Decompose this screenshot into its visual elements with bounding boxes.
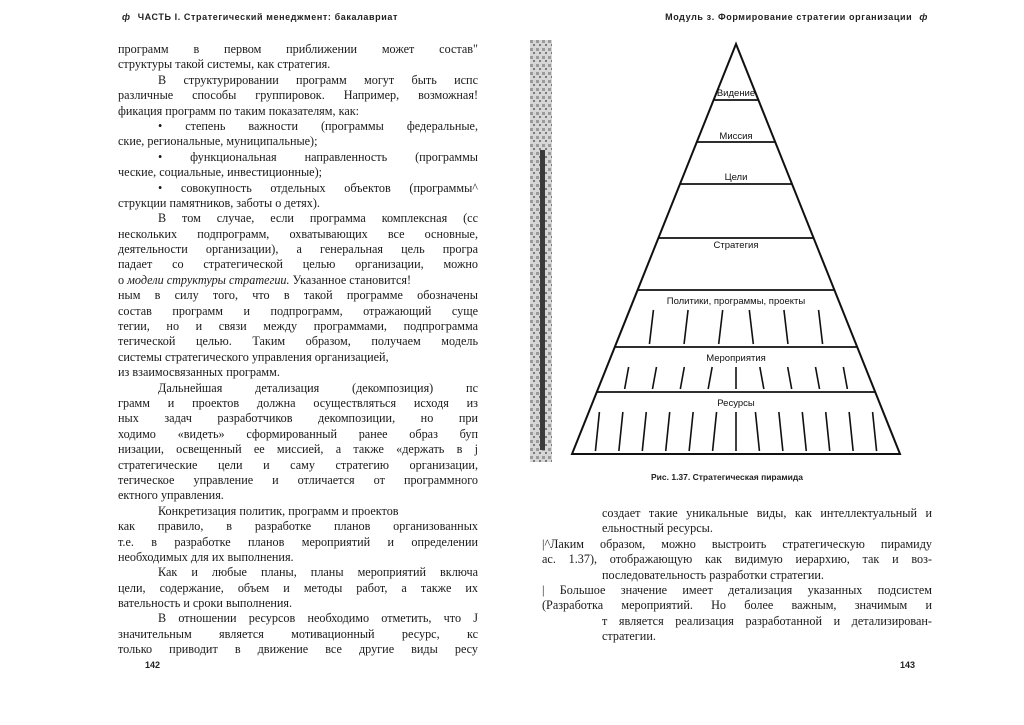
text-line: создает такие уникальные виды, как интеллектуальный и (602, 506, 932, 520)
text-line: ческие, социальные, инвестиционные); (118, 165, 323, 180)
page-number-right: 143 (900, 660, 916, 670)
text-line: стратегические цели и саму стратегию организации, (118, 457, 478, 472)
text-line: | Большое значение имеет детализация указанных подсистем (542, 582, 932, 597)
text-line: состав программ и подпрограмм, отражающий суще (118, 303, 478, 318)
text-line: значительным является мотивационный ресурс, кс (118, 626, 478, 641)
page-number-left: 142 (145, 660, 161, 670)
text-line: только приводит в движение все другие виды ресу (118, 642, 478, 657)
text-line: тегическое управление и отличается от программного (118, 472, 478, 487)
text-line: ных задач разработчиков декомпозиции, но при (118, 411, 478, 426)
text-line: деятельности организации), а генеральная цель програ (118, 242, 478, 257)
binding-edge (540, 150, 545, 450)
text-line: грамм и проектов должна осуществляться исходя из (118, 395, 478, 410)
pyramid-level-label: Политики, программы, проекты (666, 296, 806, 307)
text-line: нескольких подпрограмм, охватывающих все основные, (118, 226, 478, 241)
text-line: цели, содержание, объем и методы работ, а также их (118, 580, 478, 595)
text-line: т.е. в разработке планов мероприятий и определении (118, 534, 478, 549)
running-head-title: Формирование стратегии организации (717, 12, 913, 22)
left-body-text (118, 42, 478, 658)
text-line: Дальнейшая детализация (декомпозиция) пс (158, 380, 478, 395)
text-line: ские, региональные, муниципальные); (118, 134, 318, 149)
text-fragment: Указанное становится! (289, 272, 412, 287)
text-line: • совокупность отдельных объектов (программы^ (158, 180, 478, 195)
pyramid-level-label: Миссия (719, 131, 753, 142)
pyramid-level-label: Стратегия (713, 240, 759, 251)
text-line: |^Лаким образом, можно выстроить стратегическую пирамиду (542, 536, 932, 551)
text-line: стратегии. (602, 629, 656, 644)
right-page (512, 0, 1024, 725)
text-line: фикация программ по таким показателям, как: (118, 103, 360, 118)
text-line: последовательность разработки стратегии. (602, 567, 824, 582)
strategic-pyramid-figure (530, 40, 926, 462)
text-line: В том случае, если программа комплексная (сс (158, 211, 478, 226)
text-fragment: о (118, 272, 128, 287)
running-head-text: ЧАСТЬ I. Стратегический менеджмент: бакалавриат (137, 12, 398, 22)
text-line: необходимых для их выполнения. (118, 549, 294, 564)
text-line: • степень важности (программы федеральные, (158, 118, 478, 133)
pyramid-diagram (530, 40, 926, 462)
running-head-mark: ф (122, 12, 131, 22)
text-line: В отношении ресурсов необходимо отметить, что J (158, 611, 478, 626)
text-line: из взаимосвязанных программ. (118, 365, 280, 380)
text-line: • функциональная направленность (программы (158, 149, 478, 164)
pyramid-level-label: Видение (716, 88, 756, 99)
figure-caption: Рис. 1.37. Стратегическая пирамида (651, 472, 803, 482)
italic-term: модели структуры стратегии. (127, 272, 290, 287)
pyramid (572, 44, 900, 454)
running-head-module: Модуль (665, 12, 704, 22)
text-line: программ в первом приближении может состав" (118, 42, 478, 56)
text-line: структуры такой системы, как стратегия. (118, 57, 331, 72)
text-line: вательность и сроки выполнения. (118, 596, 293, 611)
text-line: ельностный ресурсы. (602, 521, 713, 536)
text-line: различные способы группировок. Например, возможная! (118, 88, 478, 103)
text-line: (Разработка мероприятий. Но более важным, значимым и (542, 598, 932, 613)
text-line: Конкретизация политик, программ и проектов (158, 503, 399, 518)
running-head-mark: ф (919, 12, 928, 22)
text-line: тегической целью. Таким образом, получаем модель (118, 334, 478, 349)
running-head-module-number: з. (706, 12, 715, 22)
text-line: ектного управления. (118, 488, 224, 503)
running-head-right (665, 12, 932, 22)
text-line: ным в силу того, что в такой программе обозначены (118, 288, 478, 303)
text-line: системы стратегического управления организацией, (118, 349, 389, 364)
text-line-emphasis (118, 273, 478, 288)
text-line: как правило, в разработке планов организованных (118, 519, 478, 534)
text-line: ходимо «видеть» сформированный ранее образ буп (118, 426, 478, 441)
running-head-left (118, 12, 398, 22)
pyramid-level-label: Цели (724, 172, 748, 183)
text-line: Как и любые планы, планы мероприятий включа (158, 565, 478, 580)
text-line: В структурировании программ могут быть испс (158, 72, 478, 87)
text-line: тегии, но и связи между программами, подпрограмма (118, 319, 478, 334)
pyramid-level-label: Мероприятия (706, 353, 766, 364)
text-line: низации, освещенный ее миссией, а также «держать в j (118, 442, 478, 457)
text-line: т является реализация разработанной и детализирован- (602, 613, 932, 628)
right-body-text (542, 506, 932, 645)
text-line: падает со стратегической целью организации, можно (118, 257, 478, 272)
text-line: ас. 1.37), отображающую как видимую иерархию, так и воз- (542, 552, 932, 567)
pyramid-level-label: Ресурсы (717, 398, 755, 409)
text-line: струкции памятников, заботы о детях). (118, 195, 320, 210)
